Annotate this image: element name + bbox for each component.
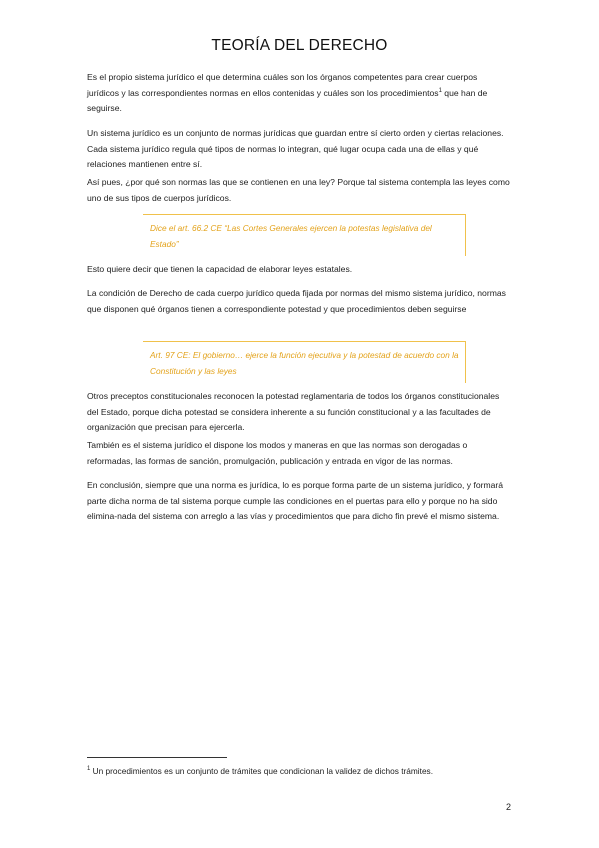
paragraph-6: Otros preceptos constitucionales reconocen la potestad reglamentaria de todos los órganos constitucionales del Estado, porque dicha potestad se considera inherente a su función constitucional y a las facultades de organización que precisan para ejercerla. xyxy=(87,391,500,433)
paragraph-1-text-a: Es el propio sistema jurídico el que determina cuáles son los órganos competentes para crear cuerpos jurídicos y las correspondientes normas en ellos contenidas y cuáles son los procedimientos xyxy=(87,72,478,98)
footnote-text: Un procedimientos es un conjunto de trámites que condicionan la validez de dichos trámites. xyxy=(90,766,434,776)
page-number: 2 xyxy=(506,802,512,812)
paragraph-3: Así pues, ¿por qué son normas las que se contienen en una ley? Porque tal sistema contempla las leyes como uno de sus tipos de cuerpos jurídicos. xyxy=(87,177,510,203)
footnote-number: 1 xyxy=(87,766,91,773)
quote-box-1: Dice el art. 66.2 CE “Las Cortes Generales ejercen la potestas legislativa del Estado” xyxy=(143,214,466,256)
paragraph-1 xyxy=(87,70,511,117)
paragraph-4: Esto quiere decir que tienen la capacidad de elaborar leyes estatales. xyxy=(87,264,353,274)
footnote xyxy=(87,765,511,777)
page-title: TEORÍA DEL DERECHO xyxy=(211,37,388,54)
quote-box-2: Art. 97 CE: El gobierno… ejerce la función ejecutiva y la potestad de acuerdo con la Constitución y las leyes xyxy=(143,341,466,383)
paragraph-5: La condición de Derecho de cada cuerpo jurídico queda fijada por normas del mismo sistema jurídico, normas que disponen qué órganos tienen a correspondiente potestad y que procedimientos deben seguirse xyxy=(87,288,506,314)
footnote-reference[interactable]: 1 xyxy=(438,87,442,94)
paragraph-8: En conclusión, siempre que una norma es jurídica, lo es porque forma parte de un sistema jurídico, y formará parte dicha norma de tal sistema porque cumple las condiciones en el puertas para ello y porque no ha sido elimina-nada del sistema con arreglo a las vías y procedimientos que para dicho fin prevé el mismo sistema. xyxy=(87,480,504,522)
paragraph-2: Un sistema jurídico es un conjunto de normas jurídicas que guardan entre sí cierto orden y ciertas relaciones. Cada sistema jurídico regula qué tipos de normas lo integran, qué lugar ocupa cada una de ellas y qué relaciones mantienen entre sí. xyxy=(87,128,504,170)
paragraph-7: También es el sistema jurídico el dispone los modos y maneras en que las normas son derogadas o reformadas, las formas de sanción, promulgación, publicación y entrada en vigor de las normas. xyxy=(87,440,468,466)
paragraph-1-text-b: que han de seguirse. xyxy=(87,87,488,114)
footnote-divider xyxy=(87,757,227,758)
